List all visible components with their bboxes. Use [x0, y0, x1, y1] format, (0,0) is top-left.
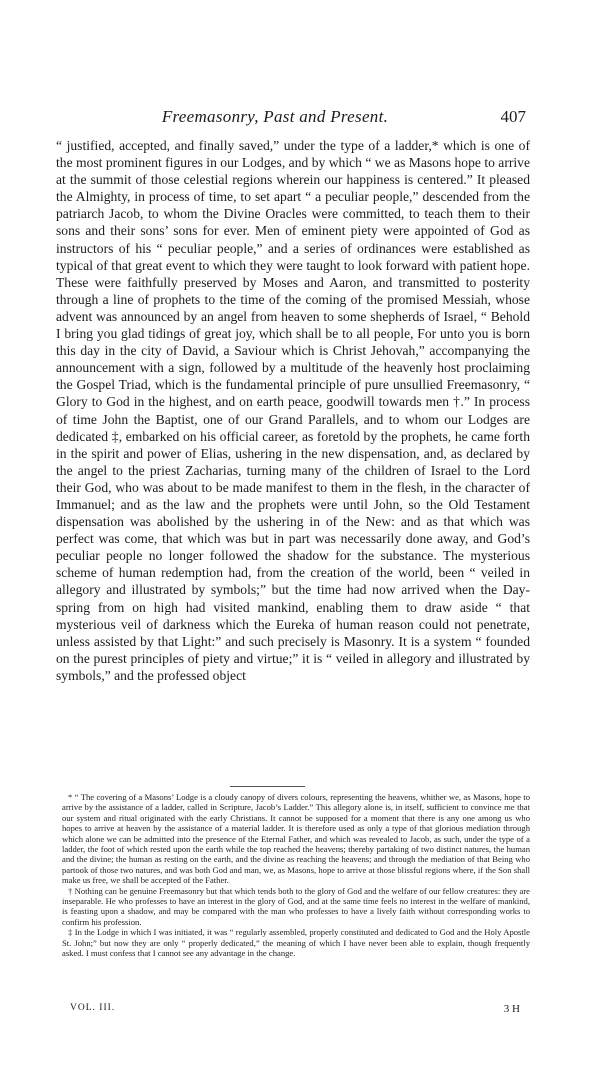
footnote-ladder: * “ The covering of a Masons’ Lodge is a cloudy canopy of divers colours, representing the heavens, whither we, as Masons, hope to arrive by the assistance of a ladder, called in Scripture, Jacob’s Ladder.” This allegory alone is, in itself, sufficient to convince me that our system and ritual originated with the early Christians. It cannot be supposed for a moment that there is any one among us who hopes to arrive at heaven by the assistance of a material ladder. It is therefore used as only a type of that glorious mediation through which alone we can be admitted into the presence of the Eternal Father, and which was revealed to Jacob, as such, under the type of a ladder, the foot of which rested upon the earth while the top reached the heavens; thereby partaking of two distinct natures, the human and the divine; the human as resting on the earth, and the divine as reaching the heavens; and through the mediation of that Being who partook of those two natures, and was both God and man, we, as Masons, hope to arrive at those blissful regions where, if the Son shall make us free, we shall be accepted of the Father. [62, 792, 530, 886]
main-text [56, 137, 530, 684]
footnote-genuine-freemasonry: † Nothing can be genuine Freemasonry but that which tends both to the glory of God and the welfare of our fellow creatures: they are inseparable. He who professes to have an interest in the glory of God, and at the same time feels no interest in the welfare of mankind, is feasting upon a shadow, and may be compared with the man who professes to have a lively faith without corresponding works to confirm his profession. [62, 885, 530, 927]
signature-line [70, 1003, 520, 1017]
volume-mark: VOL. III. [70, 1003, 116, 1013]
footnote-lodge-dedication: ‡ In the Lodge in which I was initiated, it was “ regularly assembled, properly constituted and dedicated to God and the Holy Apostle St. John;” but now they are only “ properly dedicated,” the meaning of which I have never been able to explain, though frequently asked. I must confess that I cannot see any advantage in the change. [62, 927, 530, 959]
page-number: 407 [500, 107, 526, 126]
running-title: Freemasonry, Past and Present. [161, 107, 389, 126]
body-paragraph: “ justified, accepted, and finally saved,” under the type of a ladder,* which is one of the most prominent figures in our Lodges, and by which “ we as Masons hope to arrive at the summit of those celestial regions wherein our happiness is centered.” It pleased the Almighty, in process of time, to set apart “ a peculiar people,” descended from the patriarch Jacob, to whom the Divine Oracles were committed, to teach them to their sons and their sons’ sons for ever. Men of eminent piety were appointed of God as instructors of his “ peculiar people,” and a series of ordinances were established as typical of that great event to which they were taught to look forward with patient hope. These were faithfully preserved by Moses and Aaron, and transmitted to posterity through a line of prophets to the time of the coming of the promised Messiah, whose advent was announced by an angel from heaven to some shepherds of Israel, “ Behold I bring you glad tidings of great joy, which shall be to all people, For unto you is born this day in the city of David, a Saviour which is Christ Jehovah,” accompanying the announcement with a sign, followed by a multitude of the heavenly host proclaiming the Gospel Triad, which is the fundamental principle of pure unsullied Freemasonry, “ Glory to God in the highest, and on earth peace, goodwill towards men †.” In process of time John the Baptist, one of our Grand Parallels, and to whom our Lodges are dedicated ‡, embarked on his official career, as foretold by the prophets, he came forth in the spirit and power of Elias, ushering in the new dispensation, and, as declared by the angel to the priest Zacharias, turning many of the children of Israel to the Lord their God, who was about to be made manifest to them in the flesh, in the character of Immanuel; and as the law and the prophets were until John, so the Old Testament dispensation was abolished by the ushering in of the New: and as that which was perfect was come, that which was but in part was necessarily done away, and God’s peculiar people no longer followed the shadow for the substance. The mysterious scheme of human redemption had, from the creation of the world, been “ veiled in allegory and illustrated by symbols;” but the time had now arrived when the Day-spring from on high had visited mankind, enabling them to draw aside “ that mysterious veil of darkness which the Eureka of human reason could not penetrate, unless assisted by that Light:” and such precisely is Masonry. It is a system “ founded on the purest principles of piety and virtue;” it is “ veiled in allegory and illustrated by symbols,” and the professed object [56, 138, 530, 683]
footnote-divider [230, 786, 305, 787]
signature-mark: 3 H [503, 1003, 520, 1015]
footnotes [62, 792, 530, 959]
page-header [60, 107, 530, 129]
